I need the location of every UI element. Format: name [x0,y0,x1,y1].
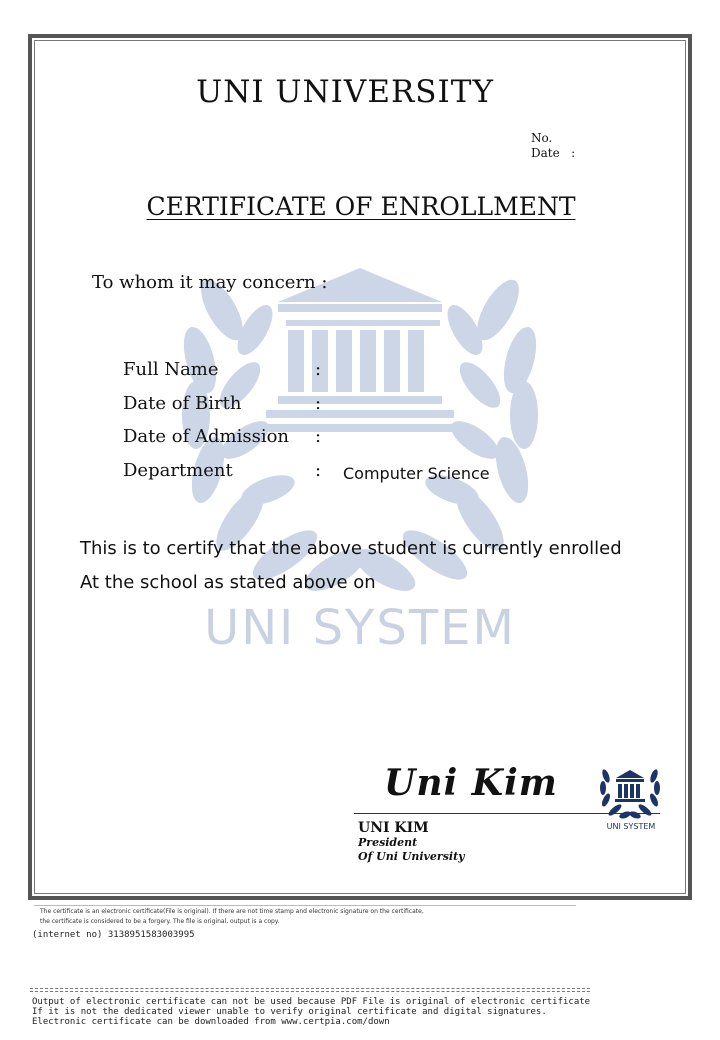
statement-line-1: This is to certify that the above student is currently enrolled [80,538,622,559]
watermark-text: UNI SYSTEM [204,600,516,656]
date-field [531,146,575,161]
electronic-notice-line-2: If it is not the dedicated viewer unable to verify original certificate and digital signatures. [32,1007,547,1017]
footer-dashed-divider [30,988,590,989]
field-label-full-name: Full Name [123,359,219,380]
field-colon: : [315,460,322,481]
field-value-department: Computer Science [343,464,490,483]
electronic-notice-line-1: Output of electronic certificate can not be used because PDF File is original of electronic certificate [32,997,591,1007]
university-title: UNI UNIVERSITY [196,74,494,110]
field-colon: : [315,426,322,447]
field-label-department: Department [123,460,233,481]
university-seal-icon [597,764,663,820]
internet-number: (internet no) 3138951583003995 [32,930,195,940]
president-affiliation: Of Uni University [358,850,465,863]
certificate-meta [531,131,575,161]
field-colon: : [315,393,322,414]
date-label: Date [531,146,560,160]
date-colon: : [571,146,576,160]
president-signature: Uni Kim [384,762,558,804]
salutation: To whom it may concern : [92,272,328,293]
field-label-date-of-birth: Date of Birth [123,393,242,414]
electronic-notice-line-3: Electronic certificate can be downloaded from www.certpia.com/down [32,1017,390,1027]
footer-notice-line-1: The certificate is an electronic certificate(File is original). If there are not time stamp and electronic signature on the certificate, [40,908,424,915]
field-colon: : [315,359,322,380]
statement-line-2: At the school as stated above on [80,572,376,593]
certificate-title [0,192,720,221]
footer-notice-line-2: the certificate is considered to be a forgery. The file is original, output is a copy. [40,918,280,925]
footer-divider [34,905,576,906]
president-title: President [358,836,418,849]
president-name: UNI KIM [358,820,429,836]
seal-label: UNI SYSTEM [606,822,656,831]
certificate-title-text: CERTIFICATE OF ENROLLMENT [146,192,576,221]
number-label: No. [531,131,553,145]
field-label-date-of-admission: Date of Admission [123,426,289,447]
footer-dashed-divider [30,991,590,992]
